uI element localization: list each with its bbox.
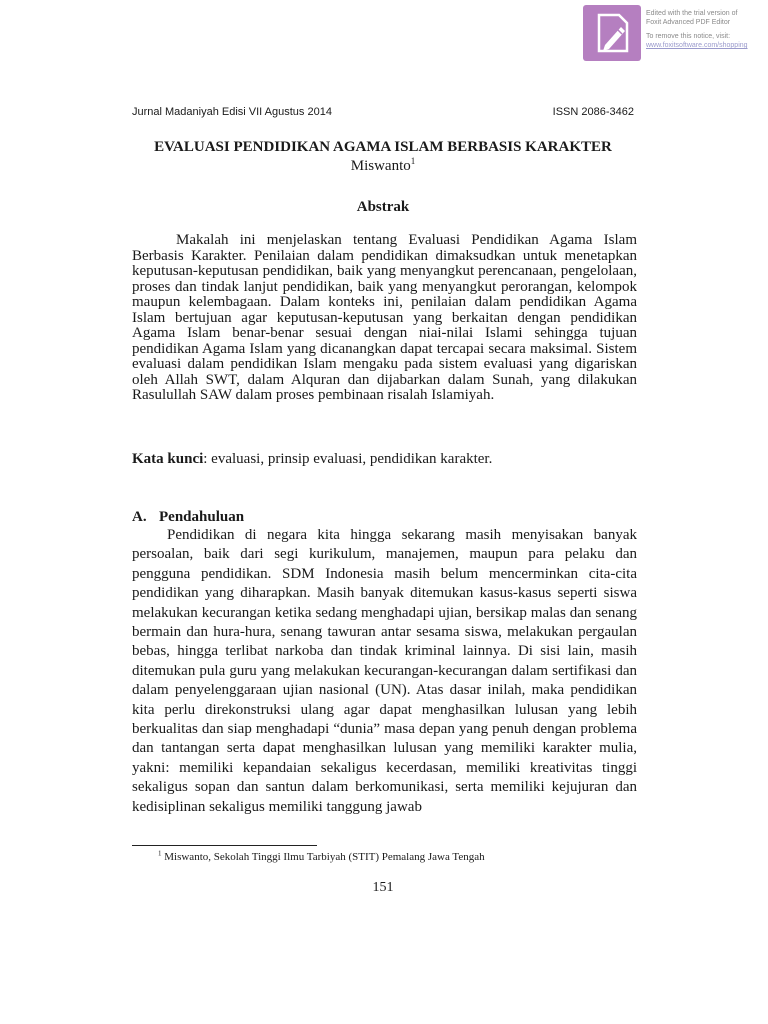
watermark-notice (646, 9, 766, 50)
pen-edit-icon (583, 5, 641, 61)
abstract-heading: Abstrak (356, 199, 410, 215)
section-heading (132, 508, 634, 526)
footnote-mark: 1 (158, 849, 162, 858)
keywords-label: Kata kunci (132, 451, 204, 467)
section-body (132, 526, 637, 817)
keywords (132, 450, 637, 468)
page-number: 151 (372, 880, 394, 895)
watermark-line-2: Foxit Advanced PDF Editor (646, 19, 731, 26)
watermark-link[interactable]: www.foxitsoftware.com/shopping (646, 42, 748, 49)
section-title: Pendahuluan (159, 509, 245, 525)
abstract-body (132, 233, 637, 404)
footnote-text: Miswanto, Sekolah Tinggi Ilmu Tarbiyah (STIT) Pemalang Jawa Tengah (161, 851, 485, 863)
keywords-text: : evaluasi, prinsip evaluasi, pendidikan karakter. (203, 451, 493, 467)
issn: ISSN 2086-3462 (552, 106, 634, 118)
abstract-text: Makalah ini menjelaskan tentang Evaluasi Pendidikan Agama Islam Berbasis Karakter. Penilaian dalam pendidikan dimaksudkan untuk menetapkan keputusan-keputusan pendidikan, baik yang menyangkut perencanaan, pengelolaan, proses dan tindak lanjut pendidikan, baik yang menyangkut perorangan, kelompok maupun kelembagaan. Dalam konteks ini, penilaian dalam pendidikan Agama Islam bertujuan agar keputusan-keputusan yang berkaitan dengan pendidikan Agama Islam benar-benar sesuai dengan niai-nilai Islami sehingga tujuan pendidikan Agama Islam yang dicanangkan dapat tercapai secara maksimal. Sistem evaluasi dalam pendidikan Islam mengaku pada sistem evaluasi yang digariskan oleh Allah SWT, dalam Alquran dan dijabarkan dalam Sunah, yang dilakukan Rasulullah SAW dalam proses pembinaan risalah Islamiyah. (132, 232, 637, 403)
footnote (158, 850, 638, 864)
footnote-divider (132, 845, 317, 846)
section-number: A. (132, 509, 147, 525)
section-text: Pendidikan di negara kita hingga sekarang masih menyisakan banyak persoalan, baik dari segi kurikulum, manajemen, maupun para pelaku dan pengguna pendidikan. SDM Indonesia masih belum mencerminkan cita-cita pendidikan yang diharapkan. Masih banyak ditemukan kasus-kasus seperti siswa melakukan kecurangan ketika sedang menghadapi ujian, bersikap malas dan senang bermain dan hura-hura, senang tawuran antar sesama siswa, melakukan pergaulan bebas, hingga terlibat narkoba dan tindak kriminal lainnya. Di sisi lain, masih ditemukan pula guru yang melakukan kecurangan-kecurangan dalam sertifikasi dan dalam penyelenggaraan ujian nasional (UN). Atas dasar inilah, maka pendidikan kita perlu direkonstruksi ulang agar dapat menghasilkan lulusan yang lebih berkualitas dan siap menghadapi “dunia” masa depan yang penuh dengan problema dan tantangan serta dapat menghasilkan lulusan yang memiliki karakter mulia, yakni: memiliki kepandaian sekaligus kecerdasan, memiliki kreativitas tinggi sekaligus sopan dan santun dalam berkomunikasi, serta memiliki kejujuran dan kedisiplinan sekaligus memiliki tanggung jawab (132, 527, 637, 815)
watermark-line-1: Edited with the trial version of (646, 10, 738, 17)
journal-name: Jurnal Madaniyah Edisi VII Agustus 2014 (132, 106, 332, 118)
author-name: Miswanto (350, 158, 411, 174)
author-footnote-mark: 1 (410, 156, 416, 166)
author-line (132, 157, 634, 175)
watermark-line-3: To remove this notice, visit: (646, 33, 731, 40)
paper-title: EVALUASI PENDIDIKAN AGAMA ISLAM BERBASIS KARAKTER (154, 139, 612, 155)
